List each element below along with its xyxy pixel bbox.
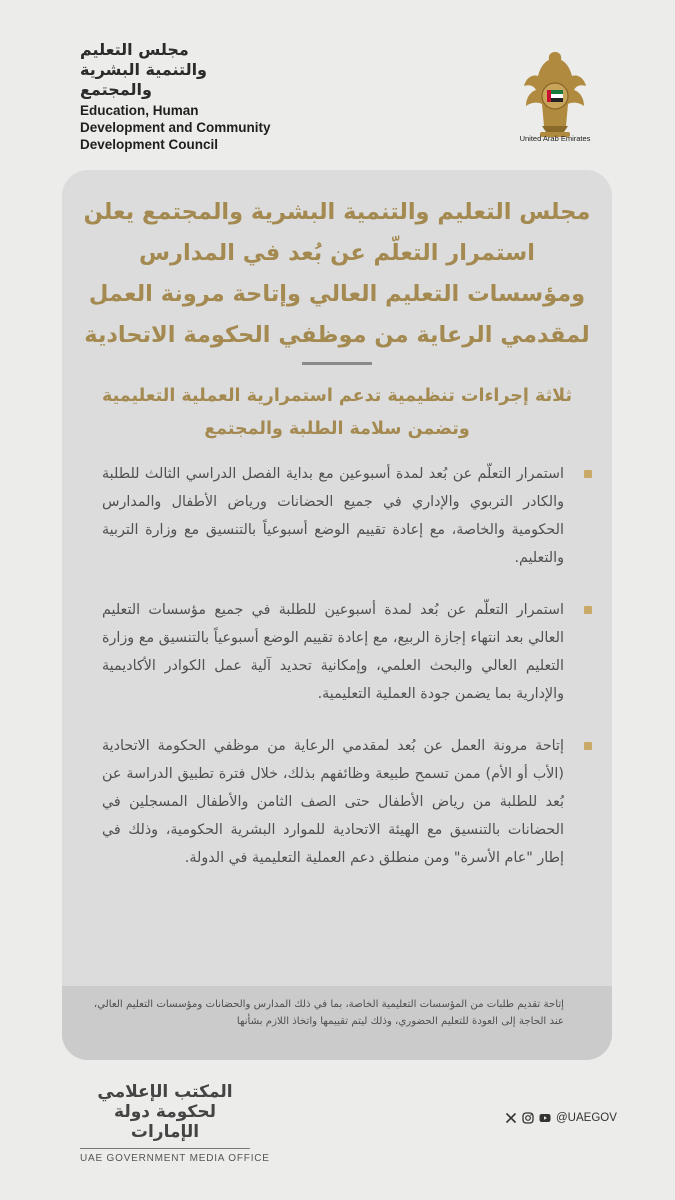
uae-emblem-icon [522,46,588,146]
announcement-card [62,170,612,1060]
office-divider [80,1148,250,1149]
council-ar-line-3: والمجتمع [80,80,152,99]
footnote-band [62,986,612,1060]
headline-divider [302,362,372,365]
bullet-square-icon [584,606,592,614]
x-icon[interactable] [505,1112,517,1124]
office-name-english: UAE GOVERNMENT MEDIA OFFICE [80,1153,270,1164]
list-item-text: استمرار التعلّم عن بُعد لمدة أسبوعين مع بداية الفصل الدراسي الثالث للطلبة والكادر التربوي والإداري في جميع الحضانات ورياض الأطفال والمدارس الحكومية والخاصة، مع إعادة تقييم الوضع أسبوعياً بالتنسيق مع وزارة التربية والتعليم. [102,466,564,566]
media-office-logo [80,1082,270,1164]
youtube-icon[interactable] [539,1112,551,1124]
list-item [102,460,592,572]
instagram-icon[interactable] [522,1112,534,1124]
council-en-line-3: Development Council [80,137,219,152]
office-ar-line-2: لحكومة دولة الإمارات [114,1102,216,1142]
council-ar-line-2: والتنمية البشرية [80,60,207,79]
bullet-square-icon [584,742,592,750]
office-name-arabic [80,1082,250,1142]
subheadline: ثلاثة إجراءات تنظيمية تدعم استمرارية العملية التعليمية وتضمن سلامة الطلبة والمجتمع [101,386,573,439]
headline: مجلس التعليم والتنمية البشرية والمجتمع يعلن استمرار التعلّم عن بُعد في المدارس ومؤسسات التعليم العالي وإتاحة مرونة العمل لمقدمي الرعاية من موظفي الحكومة الاتحادية [83,199,591,348]
council-en-line-2: Development and Community [80,120,271,135]
list-item [102,732,592,872]
list-item-text: استمرار التعلّم عن بُعد لمدة أسبوعين للطلبة في جميع مؤسسات التعليم العالي بعد انتهاء إجازة الربيع، مع إعادة تقييم الوضع أسبوعياً بالتنسيق مع وزارة التعليم العالي والبحث العلمي، وإمكانية تحديد آلية عمل الكوادر الأكاديمية والإدارية بما يضمن جودة العملية التعليمية. [102,602,564,702]
list-item [102,596,592,708]
council-logo [80,40,310,153]
measures-list [102,460,592,896]
emblem-caption: United Arab Emirates [519,134,591,143]
council-name-arabic [80,40,290,100]
social-handle[interactable]: @UAEGOV [556,1112,617,1124]
council-en-line-1: Education, Human [80,103,199,118]
bullet-square-icon [584,470,592,478]
social-links [505,1112,617,1124]
list-item-text: إتاحة مرونة العمل عن بُعد لمقدمي الرعاية من موظفي الحكومة الاتحادية (الأب أو الأم) ممن تسمح طبيعة وظائفهم بذلك، خلال فترة تطبيق الدراسة عن بُعد للطلبة من رياض الأطفال حتى الصف الثامن والأطفال المسجلين في الحضانات بالتنسيق مع الهيئة الاتحادية للموارد البشرية الحكومية، وذلك في إطار "عام الأسرة" ومن منطلق دعم العملية التعليمية في الدولة. [102,738,564,866]
council-name-english [80,102,310,153]
office-ar-line-1: المكتب الإعلامي [97,1082,233,1102]
council-ar-line-1: مجلس التعليم [80,40,189,59]
footnote-text: إتاحة تقديم طلبات من المؤسسات التعليمية الخاصة، بما في ذلك المدارس والحضانات ومؤسسات التعليم العالي، عند الحاجة إلى العودة للتعليم الحضوري، وذلك ليتم تقييمها واتخاذ اللازم بشأنها [93,999,564,1027]
